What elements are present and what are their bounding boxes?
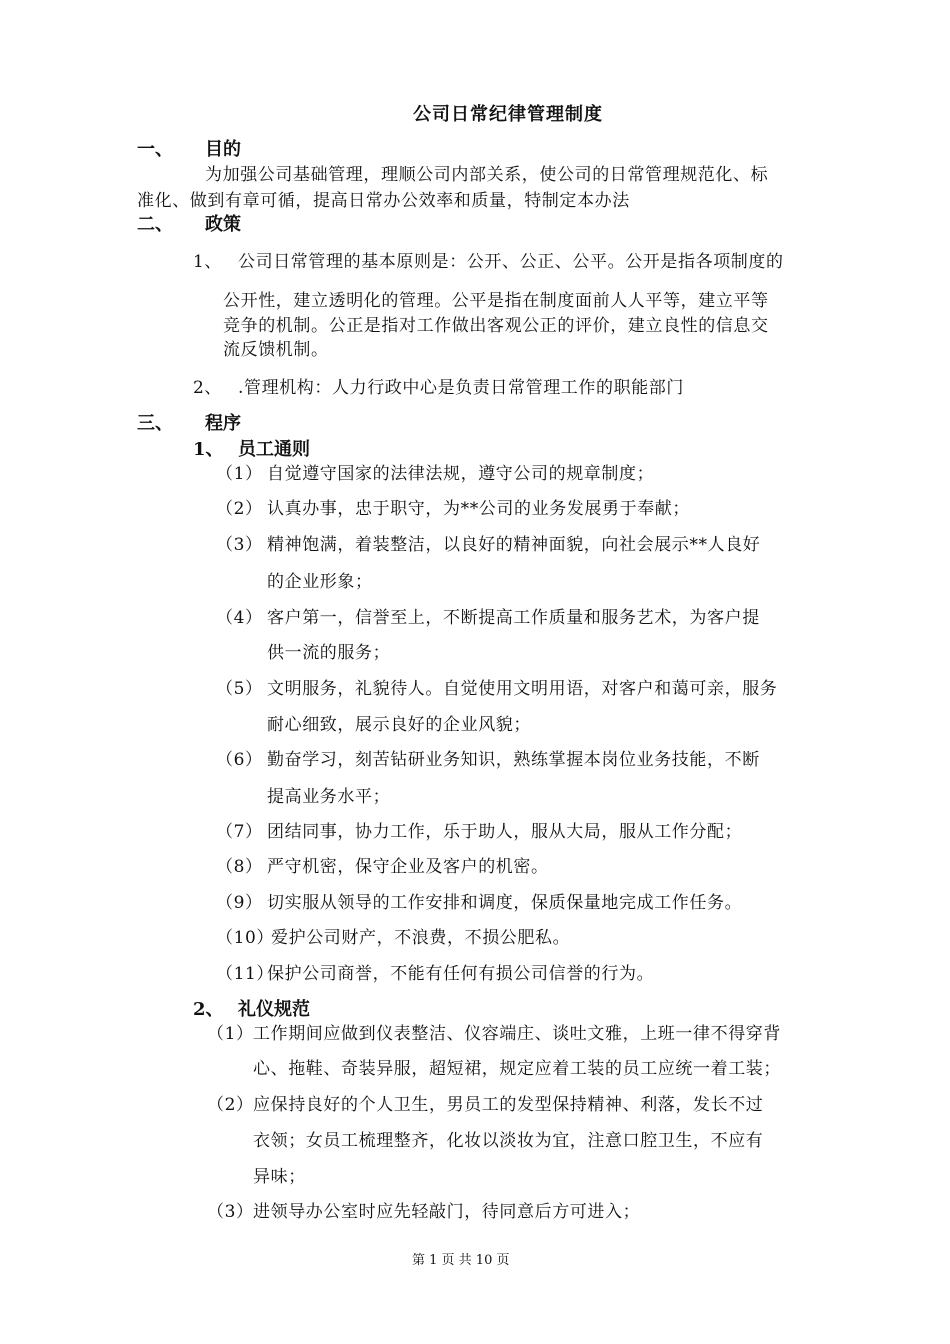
list-item-text: 爱护公司财产，不浪费，不损公肥私。 [271,928,571,948]
list-item-text: 应保持良好的个人卫生，男员工的发型保持精神、利落，发长不过 [253,1095,764,1115]
paragraph-line: 为加强公司基础管理，理顺公司内部关系，使公司的日常管理规范化、标 [205,165,769,185]
list-item-text: 文明服务，礼貌待人。自觉使用文明用语，对客户和蔼可亲，服务 [267,679,778,699]
list-item-number: （4） [216,608,263,628]
list-item-text: 衣领；女员工梳理整齐，化妆以淡妆为宜，注意口腔卫生，不应有 [253,1131,764,1151]
list-item-number: （3） [207,1202,254,1222]
subsection-heading: 礼仪规范 [238,999,310,1020]
list-item-number: （10） [216,928,275,948]
list-item-number: （3） [216,535,263,555]
list-item-number: （2） [216,499,263,519]
section-heading: 政策 [205,214,241,235]
list-item-number: （2） [207,1095,254,1115]
list-item-text: 团结同事，协力工作，乐于助人，服从大局，服从工作分配； [267,822,743,842]
list-item-text: 提高业务水平； [267,787,391,807]
list-item-number: （11） [216,964,275,984]
item-number: 1、 [193,252,223,272]
paragraph-line: .管理机构：人力行政中心是负责日常管理工作的职能部门 [238,378,685,398]
list-item-number: （8） [216,857,263,877]
paragraph-line: 竞争的机制。公正是指对工作做出客观公正的评价，建立良性的信息交 [223,316,769,336]
list-item-text: 异味； [253,1167,306,1187]
list-item-text: 供一流的服务； [267,643,391,663]
page-footer: 第 1 页 共 10 页 [412,1253,510,1268]
list-item-text: 进领导办公室时应先轻敲门，待同意后方可进入； [253,1202,641,1222]
list-item-text: 客户第一，信誉至上，不断提高工作质量和服务艺术，为客户提 [267,608,760,628]
section-number: 二、 [137,214,173,235]
page-title: 公司日常纪律管理制度 [413,104,603,125]
list-item-number: （1） [207,1024,254,1044]
list-item-text: 勤奋学习，刻苦钻研业务知识，熟练掌握本岗位业务技能，不断 [267,750,760,770]
paragraph-line: 公开性，建立透明化的管理。公平是指在制度面前人人平等，建立平等 [223,291,769,311]
list-item-text: 认真办事，忠于职守，为**公司的业务发展勇于奉献； [267,499,690,519]
paragraph-line: 流反馈机制。 [223,340,329,360]
list-item-text: 严守机密，保守企业及客户的机密。 [267,857,549,877]
list-item-text: 的企业形象； [267,572,373,592]
list-item-text: 自觉遵守国家的法律法规，遵守公司的规章制度； [267,464,655,484]
list-item-text: 切实服从领导的工作安排和调度，保质保量地完成工作任务。 [267,893,743,913]
list-item-text: 保护公司商誉，不能有任何有损公司信誉的行为。 [267,964,655,984]
list-item-number: （1） [216,464,263,484]
list-item-text: 工作期间应做到仪表整洁、仪容端庄、谈吐文雅，上班一律不得穿背 [253,1024,781,1044]
list-item-text: 心、拖鞋、奇装异服，超短裙，规定应着工装的员工应统一着工装； [253,1059,781,1079]
section-number: 一、 [137,139,173,160]
subsection-heading: 员工通则 [238,439,310,460]
list-item-number: （6） [216,750,263,770]
list-item-number: （7） [216,822,263,842]
list-item-number: （9） [216,893,263,913]
subsection-number: 2、 [193,999,224,1020]
paragraph-line: 准化、做到有章可循，提高日常办公效率和质量，特制定本办法 [137,191,630,211]
list-item-number: （5） [216,679,263,699]
section-heading: 程序 [205,413,241,434]
section-heading: 目的 [205,139,241,160]
section-number: 三、 [137,413,173,434]
item-number: 2、 [193,378,223,398]
subsection-number: 1、 [193,439,224,460]
list-item-text: 耐心细致，展示良好的企业风貌； [267,715,531,735]
paragraph-line: 公司日常管理的基本原则是：公开、公正、公平。公开是指各项制度的 [238,252,784,272]
list-item-text: 精神饱满，着装整洁，以良好的精神面貌，向社会展示**人良好 [267,535,761,555]
